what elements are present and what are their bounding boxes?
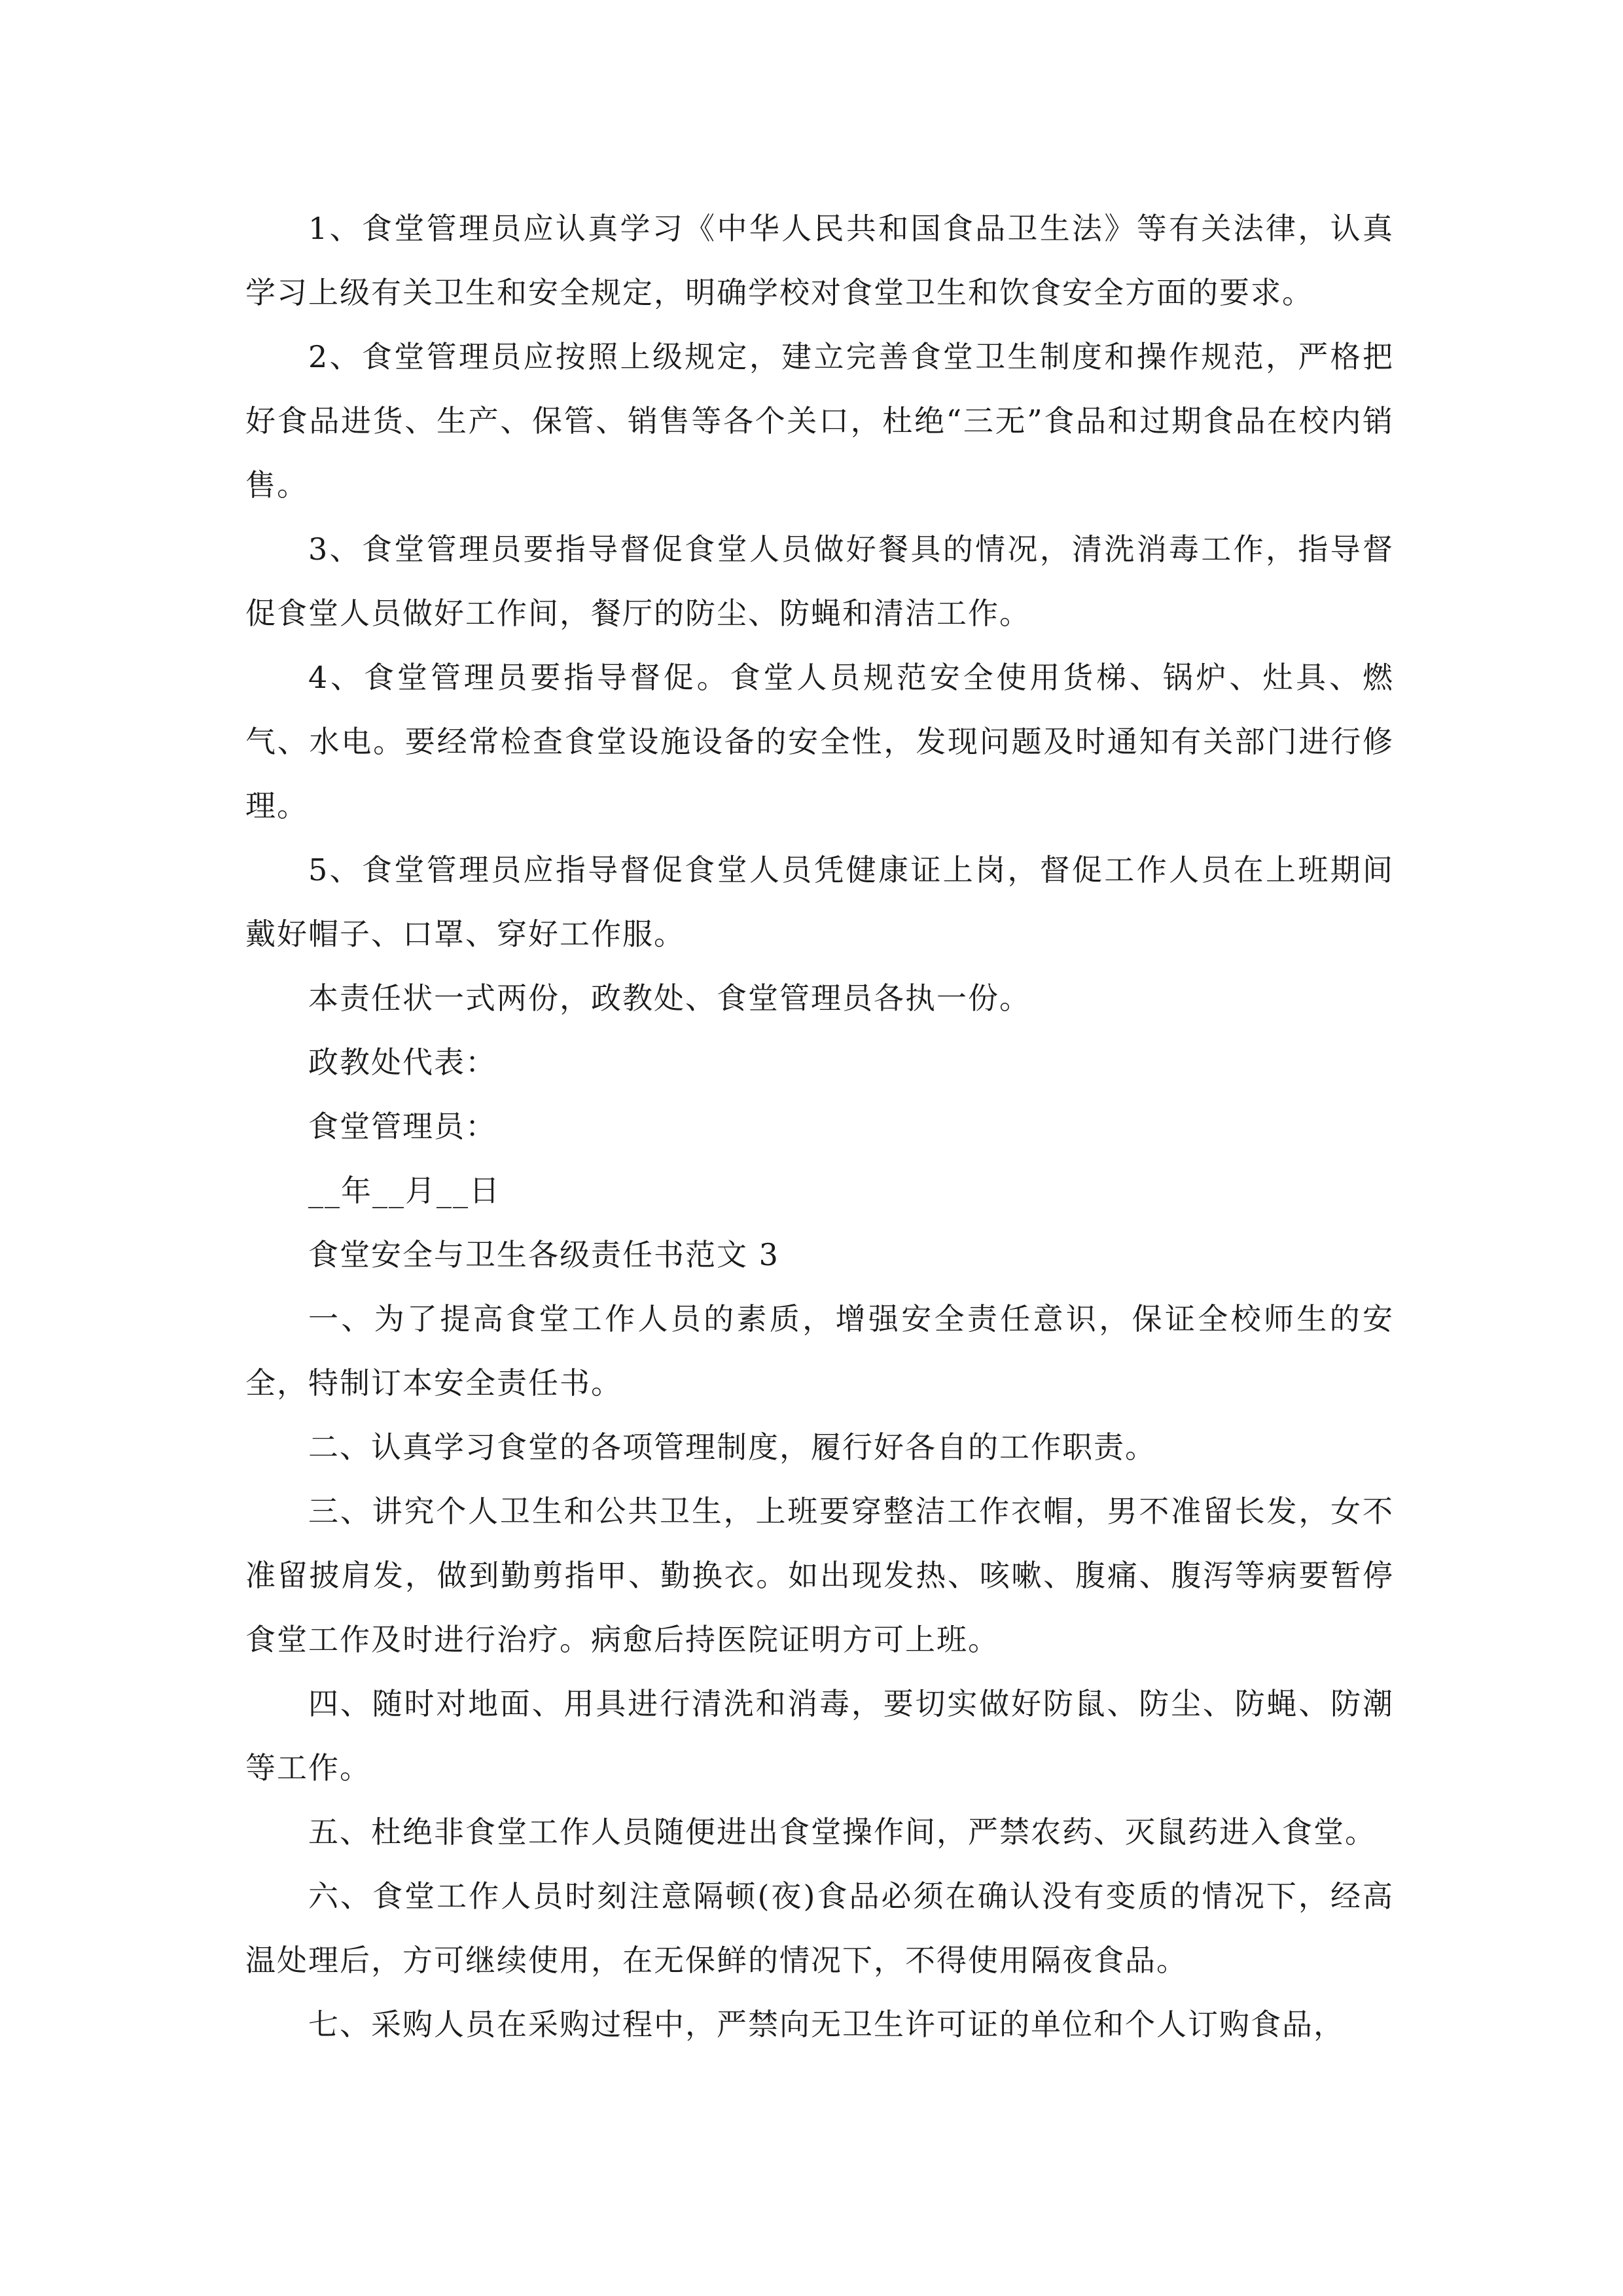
date-line: __年__月__日 bbox=[308, 1173, 501, 1208]
signature-manager: 食堂管理员： bbox=[308, 1109, 497, 1144]
document-body bbox=[245, 196, 1394, 2056]
signature-representative: 政教处代表： bbox=[308, 1045, 497, 1080]
paragraph-item-4: 4、食堂管理员要指导督促。食堂人员规范安全使用货梯、锅炉、灶具、燃气、水电。要经常检查食堂设施设备的安全性，发现问题及时通知有关部门进行修理。 bbox=[245, 660, 1394, 823]
clause-3: 三、讲究个人卫生和公共卫生，上班要穿整洁工作衣帽，男不准留长发，女不准留披肩发，做到勤剪指甲、勤换衣。如出现发热、咳嗽、腹痛、腹泻等病要暂停食堂工作及时进行治疗。病愈后持医院证明方可上班。 bbox=[245, 1494, 1394, 1657]
clause-5: 五、杜绝非食堂工作人员随便进出食堂操作间，严禁农药、灭鼠药进入食堂。 bbox=[308, 1814, 1376, 1850]
clause-7: 七、采购人员在采购过程中，严禁向无卫生许可证的单位和个人订购食品， bbox=[308, 2007, 1345, 2042]
clause-2: 二、认真学习食堂的各项管理制度，履行好各自的工作职责。 bbox=[308, 1429, 1156, 1465]
paragraph-item-3: 3、食堂管理员要指导督促食堂人员做好餐具的情况，清洗消毒工作，指导督促食堂人员做好工作间，餐厅的防尘、防蝇和清洁工作。 bbox=[245, 531, 1394, 631]
paragraph-item-2: 2、食堂管理员应按照上级规定，建立完善食堂卫生制度和操作规范，严格把好食品进货、生产、保管、销售等各个关口，杜绝“三无”食品和过期食品在校内销售。 bbox=[245, 339, 1394, 503]
clause-4: 四、随时对地面、用具进行清洗和消毒，要切实做好防鼠、防尘、防蝇、防潮等工作。 bbox=[245, 1686, 1394, 1785]
clause-6: 六、食堂工作人员时刻注意隔顿(夜)食品必须在确认没有变质的情况下，经高温处理后，方可继续使用，在无保鲜的情况下，不得使用隔夜食品。 bbox=[245, 1878, 1394, 1978]
paragraph-item-1: 1、食堂管理员应认真学习《中华人民共和国食品卫生法》等有关法律，认真学习上级有关卫生和安全规定，明确学校对食堂卫生和饮食安全方面的要求。 bbox=[245, 211, 1394, 310]
copies-note: 本责任状一式两份，政教处、食堂管理员各执一份。 bbox=[308, 980, 1031, 1016]
clause-1: 一、为了提高食堂工作人员的素质，增强安全责任意识，保证全校师生的安全，特制订本安全责任书。 bbox=[245, 1301, 1394, 1401]
paragraph-item-5: 5、食堂管理员应指导督促食堂人员凭健康证上岗，督促工作人员在上班期间戴好帽子、口罩、穿好工作服。 bbox=[245, 852, 1394, 952]
section-title: 食堂安全与卫生各级责任书范文 3 bbox=[308, 1237, 779, 1272]
